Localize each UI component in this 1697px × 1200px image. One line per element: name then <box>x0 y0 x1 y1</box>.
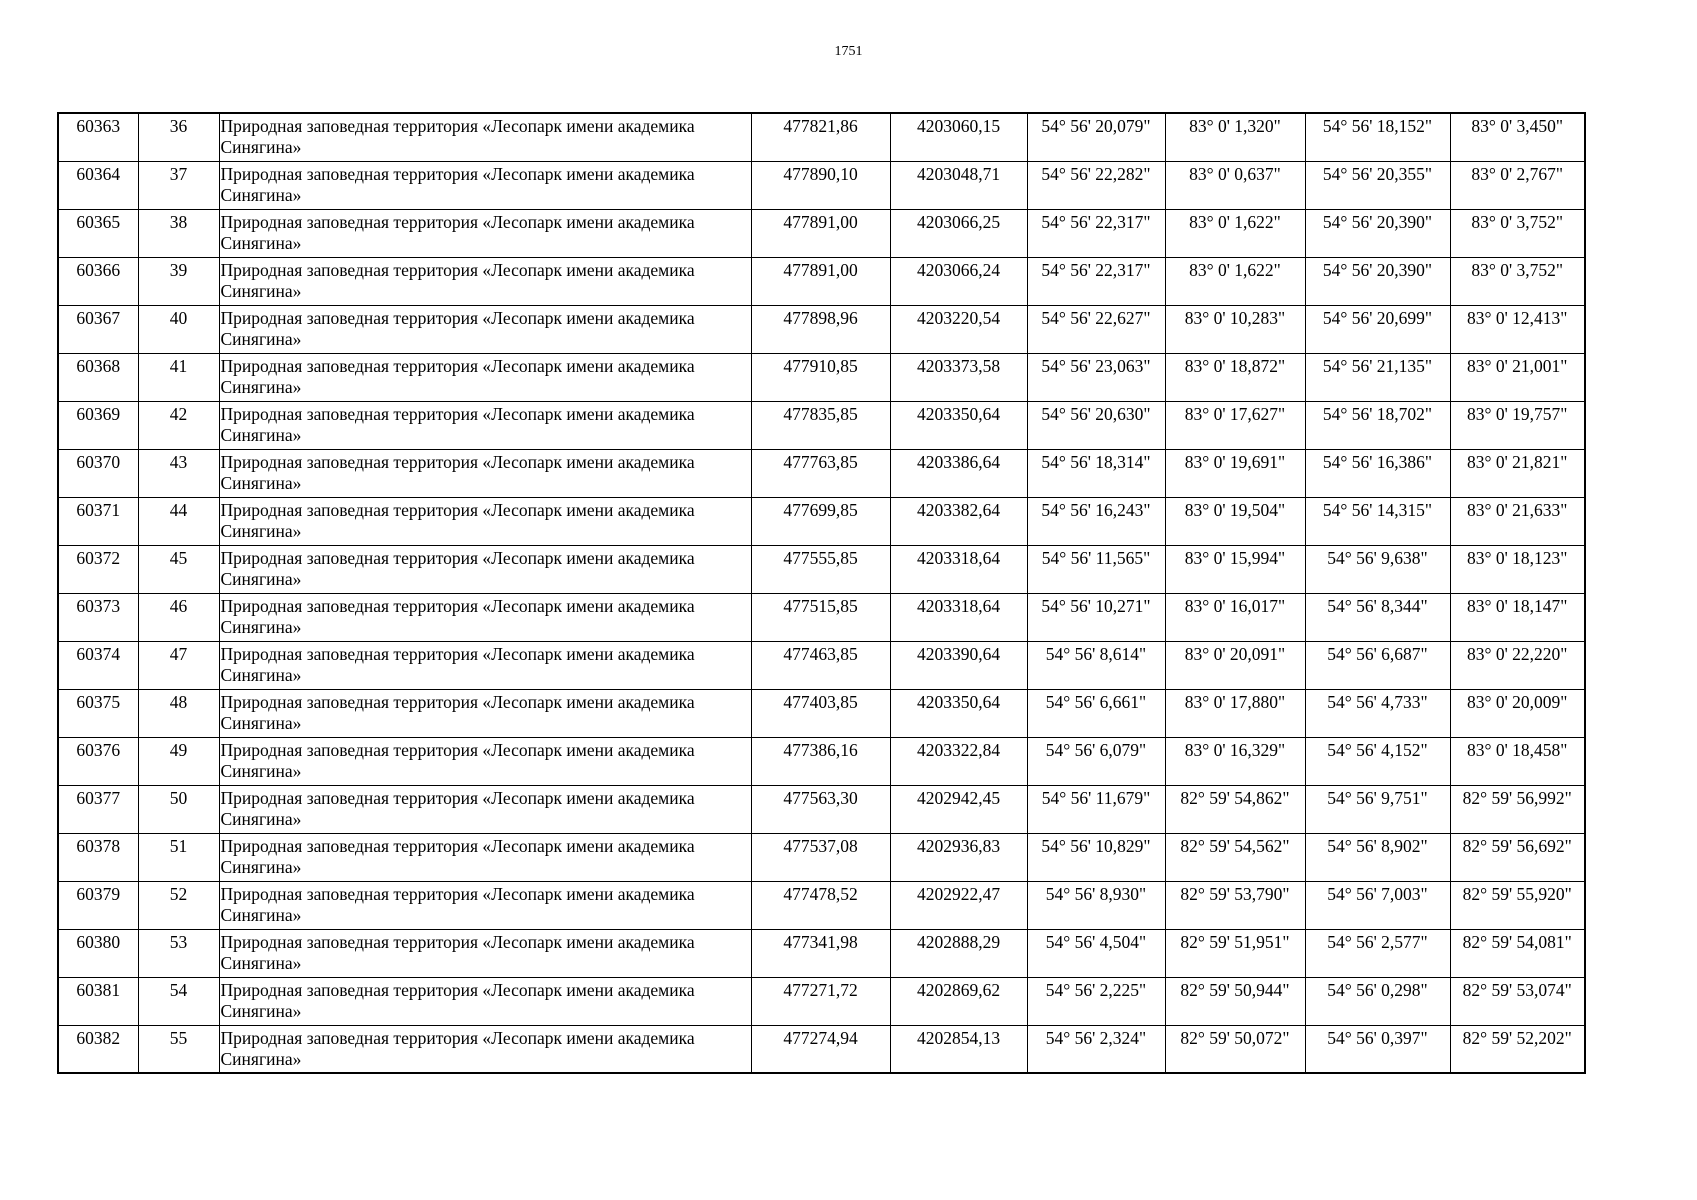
x-coordinate-cell: 477699,85 <box>751 497 890 545</box>
longitude-1-cell: 83° 0' 20,091" <box>1165 641 1305 689</box>
point-number-cell: 55 <box>138 1025 219 1073</box>
point-number-cell: 50 <box>138 785 219 833</box>
point-number-cell: 53 <box>138 929 219 977</box>
x-coordinate-cell: 477835,85 <box>751 401 890 449</box>
y-coordinate-cell: 4202936,83 <box>890 833 1027 881</box>
longitude-1-cell: 82° 59' 50,072" <box>1165 1025 1305 1073</box>
x-coordinate-cell: 477891,00 <box>751 209 890 257</box>
table-row <box>58 113 1585 161</box>
longitude-2-cell: 83° 0' 3,450" <box>1450 113 1585 161</box>
longitude-1-cell: 82° 59' 54,562" <box>1165 833 1305 881</box>
x-coordinate-cell: 477763,85 <box>751 449 890 497</box>
latitude-2-cell: 54° 56' 14,315" <box>1305 497 1450 545</box>
record-id-cell: 60382 <box>58 1025 138 1073</box>
longitude-1-cell: 83° 0' 10,283" <box>1165 305 1305 353</box>
latitude-1-cell: 54° 56' 20,079" <box>1027 113 1165 161</box>
table-row <box>58 257 1585 305</box>
table-row <box>58 785 1585 833</box>
record-id-cell: 60375 <box>58 689 138 737</box>
territory-name-cell: Природная заповедная территория «Лесопарк имени академика Синягина» <box>219 113 751 161</box>
latitude-2-cell: 54° 56' 8,344" <box>1305 593 1450 641</box>
point-number-cell: 41 <box>138 353 219 401</box>
x-coordinate-cell: 477890,10 <box>751 161 890 209</box>
territory-name-cell: Природная заповедная территория «Лесопарк имени академика Синягина» <box>219 737 751 785</box>
latitude-1-cell: 54° 56' 10,271" <box>1027 593 1165 641</box>
x-coordinate-cell: 477537,08 <box>751 833 890 881</box>
latitude-1-cell: 54° 56' 20,630" <box>1027 401 1165 449</box>
latitude-2-cell: 54° 56' 20,355" <box>1305 161 1450 209</box>
y-coordinate-cell: 4202942,45 <box>890 785 1027 833</box>
longitude-2-cell: 83° 0' 3,752" <box>1450 209 1585 257</box>
latitude-2-cell: 54° 56' 4,152" <box>1305 737 1450 785</box>
territory-name-cell: Природная заповедная территория «Лесопарк имени академика Синягина» <box>219 929 751 977</box>
table-row <box>58 641 1585 689</box>
territory-name-cell: Природная заповедная территория «Лесопарк имени академика Синягина» <box>219 161 751 209</box>
table-row <box>58 497 1585 545</box>
point-number-cell: 37 <box>138 161 219 209</box>
y-coordinate-cell: 4203318,64 <box>890 593 1027 641</box>
latitude-1-cell: 54° 56' 10,829" <box>1027 833 1165 881</box>
latitude-1-cell: 54° 56' 4,504" <box>1027 929 1165 977</box>
latitude-1-cell: 54° 56' 2,324" <box>1027 1025 1165 1073</box>
x-coordinate-cell: 477821,86 <box>751 113 890 161</box>
longitude-2-cell: 83° 0' 19,757" <box>1450 401 1585 449</box>
y-coordinate-cell: 4202854,13 <box>890 1025 1027 1073</box>
latitude-2-cell: 54° 56' 16,386" <box>1305 449 1450 497</box>
latitude-2-cell: 54° 56' 9,638" <box>1305 545 1450 593</box>
table-row <box>58 401 1585 449</box>
latitude-1-cell: 54° 56' 8,614" <box>1027 641 1165 689</box>
longitude-1-cell: 82° 59' 50,944" <box>1165 977 1305 1025</box>
longitude-2-cell: 83° 0' 18,123" <box>1450 545 1585 593</box>
coordinates-table <box>57 112 1586 1074</box>
table-row <box>58 929 1585 977</box>
point-number-cell: 38 <box>138 209 219 257</box>
longitude-1-cell: 82° 59' 53,790" <box>1165 881 1305 929</box>
latitude-2-cell: 54° 56' 20,390" <box>1305 257 1450 305</box>
table-row <box>58 449 1585 497</box>
record-id-cell: 60371 <box>58 497 138 545</box>
point-number-cell: 54 <box>138 977 219 1025</box>
x-coordinate-cell: 477271,72 <box>751 977 890 1025</box>
territory-name-cell: Природная заповедная территория «Лесопарк имени академика Синягина» <box>219 689 751 737</box>
table-row <box>58 209 1585 257</box>
point-number-cell: 36 <box>138 113 219 161</box>
point-number-cell: 46 <box>138 593 219 641</box>
longitude-1-cell: 83° 0' 19,691" <box>1165 449 1305 497</box>
point-number-cell: 51 <box>138 833 219 881</box>
territory-name-cell: Природная заповедная территория «Лесопарк имени академика Синягина» <box>219 785 751 833</box>
longitude-2-cell: 82° 59' 56,692" <box>1450 833 1585 881</box>
table-row <box>58 881 1585 929</box>
y-coordinate-cell: 4203390,64 <box>890 641 1027 689</box>
y-coordinate-cell: 4202888,29 <box>890 929 1027 977</box>
territory-name-cell: Природная заповедная территория «Лесопарк имени академика Синягина» <box>219 641 751 689</box>
record-id-cell: 60376 <box>58 737 138 785</box>
record-id-cell: 60370 <box>58 449 138 497</box>
longitude-1-cell: 82° 59' 51,951" <box>1165 929 1305 977</box>
territory-name-cell: Природная заповедная территория «Лесопарк имени академика Синягина» <box>219 497 751 545</box>
record-id-cell: 60380 <box>58 929 138 977</box>
point-number-cell: 42 <box>138 401 219 449</box>
point-number-cell: 44 <box>138 497 219 545</box>
latitude-1-cell: 54° 56' 2,225" <box>1027 977 1165 1025</box>
record-id-cell: 60367 <box>58 305 138 353</box>
point-number-cell: 49 <box>138 737 219 785</box>
table-row <box>58 689 1585 737</box>
record-id-cell: 60377 <box>58 785 138 833</box>
y-coordinate-cell: 4203350,64 <box>890 401 1027 449</box>
latitude-1-cell: 54° 56' 18,314" <box>1027 449 1165 497</box>
y-coordinate-cell: 4203060,15 <box>890 113 1027 161</box>
table-row <box>58 1025 1585 1073</box>
territory-name-cell: Природная заповедная территория «Лесопарк имени академика Синягина» <box>219 833 751 881</box>
point-number-cell: 40 <box>138 305 219 353</box>
record-id-cell: 60363 <box>58 113 138 161</box>
longitude-1-cell: 83° 0' 16,017" <box>1165 593 1305 641</box>
territory-name-cell: Природная заповедная территория «Лесопарк имени академика Синягина» <box>219 881 751 929</box>
latitude-2-cell: 54° 56' 20,699" <box>1305 305 1450 353</box>
latitude-1-cell: 54° 56' 22,282" <box>1027 161 1165 209</box>
longitude-2-cell: 83° 0' 18,458" <box>1450 737 1585 785</box>
latitude-1-cell: 54° 56' 22,317" <box>1027 257 1165 305</box>
record-id-cell: 60381 <box>58 977 138 1025</box>
x-coordinate-cell: 477463,85 <box>751 641 890 689</box>
longitude-1-cell: 83° 0' 16,329" <box>1165 737 1305 785</box>
longitude-1-cell: 82° 59' 54,862" <box>1165 785 1305 833</box>
record-id-cell: 60378 <box>58 833 138 881</box>
x-coordinate-cell: 477478,52 <box>751 881 890 929</box>
y-coordinate-cell: 4203382,64 <box>890 497 1027 545</box>
record-id-cell: 60365 <box>58 209 138 257</box>
longitude-2-cell: 83° 0' 2,767" <box>1450 161 1585 209</box>
y-coordinate-cell: 4203350,64 <box>890 689 1027 737</box>
record-id-cell: 60374 <box>58 641 138 689</box>
table-body <box>58 113 1585 1073</box>
longitude-2-cell: 83° 0' 21,821" <box>1450 449 1585 497</box>
latitude-2-cell: 54° 56' 4,733" <box>1305 689 1450 737</box>
territory-name-cell: Природная заповедная территория «Лесопарк имени академика Синягина» <box>219 593 751 641</box>
table-row <box>58 833 1585 881</box>
record-id-cell: 60368 <box>58 353 138 401</box>
latitude-2-cell: 54° 56' 18,152" <box>1305 113 1450 161</box>
y-coordinate-cell: 4203066,25 <box>890 209 1027 257</box>
x-coordinate-cell: 477274,94 <box>751 1025 890 1073</box>
table-row <box>58 305 1585 353</box>
longitude-1-cell: 83° 0' 1,622" <box>1165 257 1305 305</box>
table-row <box>58 977 1585 1025</box>
longitude-2-cell: 83° 0' 21,001" <box>1450 353 1585 401</box>
x-coordinate-cell: 477891,00 <box>751 257 890 305</box>
longitude-1-cell: 83° 0' 15,994" <box>1165 545 1305 593</box>
y-coordinate-cell: 4203066,24 <box>890 257 1027 305</box>
table-row <box>58 593 1585 641</box>
longitude-1-cell: 83° 0' 17,880" <box>1165 689 1305 737</box>
point-number-cell: 48 <box>138 689 219 737</box>
x-coordinate-cell: 477555,85 <box>751 545 890 593</box>
longitude-2-cell: 82° 59' 54,081" <box>1450 929 1585 977</box>
latitude-1-cell: 54° 56' 6,661" <box>1027 689 1165 737</box>
longitude-2-cell: 83° 0' 21,633" <box>1450 497 1585 545</box>
y-coordinate-cell: 4203048,71 <box>890 161 1027 209</box>
x-coordinate-cell: 477563,30 <box>751 785 890 833</box>
latitude-1-cell: 54° 56' 8,930" <box>1027 881 1165 929</box>
longitude-1-cell: 83° 0' 1,320" <box>1165 113 1305 161</box>
longitude-1-cell: 83° 0' 0,637" <box>1165 161 1305 209</box>
territory-name-cell: Природная заповедная территория «Лесопарк имени академика Синягина» <box>219 977 751 1025</box>
latitude-2-cell: 54° 56' 7,003" <box>1305 881 1450 929</box>
latitude-2-cell: 54° 56' 18,702" <box>1305 401 1450 449</box>
point-number-cell: 45 <box>138 545 219 593</box>
latitude-1-cell: 54° 56' 22,627" <box>1027 305 1165 353</box>
point-number-cell: 47 <box>138 641 219 689</box>
table-row <box>58 737 1585 785</box>
latitude-1-cell: 54° 56' 23,063" <box>1027 353 1165 401</box>
latitude-2-cell: 54° 56' 20,390" <box>1305 209 1450 257</box>
latitude-2-cell: 54° 56' 0,298" <box>1305 977 1450 1025</box>
point-number-cell: 43 <box>138 449 219 497</box>
x-coordinate-cell: 477386,16 <box>751 737 890 785</box>
point-number-cell: 39 <box>138 257 219 305</box>
latitude-1-cell: 54° 56' 22,317" <box>1027 209 1165 257</box>
latitude-2-cell: 54° 56' 2,577" <box>1305 929 1450 977</box>
x-coordinate-cell: 477910,85 <box>751 353 890 401</box>
record-id-cell: 60369 <box>58 401 138 449</box>
record-id-cell: 60364 <box>58 161 138 209</box>
latitude-1-cell: 54° 56' 6,079" <box>1027 737 1165 785</box>
latitude-2-cell: 54° 56' 9,751" <box>1305 785 1450 833</box>
latitude-1-cell: 54° 56' 16,243" <box>1027 497 1165 545</box>
record-id-cell: 60373 <box>58 593 138 641</box>
latitude-2-cell: 54° 56' 8,902" <box>1305 833 1450 881</box>
longitude-2-cell: 83° 0' 20,009" <box>1450 689 1585 737</box>
page-number: 1751 <box>834 44 863 59</box>
record-id-cell: 60372 <box>58 545 138 593</box>
table-row <box>58 545 1585 593</box>
longitude-2-cell: 82° 59' 55,920" <box>1450 881 1585 929</box>
territory-name-cell: Природная заповедная территория «Лесопарк имени академика Синягина» <box>219 401 751 449</box>
longitude-2-cell: 83° 0' 22,220" <box>1450 641 1585 689</box>
table-row <box>58 353 1585 401</box>
latitude-2-cell: 54° 56' 0,397" <box>1305 1025 1450 1073</box>
longitude-1-cell: 83° 0' 18,872" <box>1165 353 1305 401</box>
longitude-1-cell: 83° 0' 19,504" <box>1165 497 1305 545</box>
territory-name-cell: Природная заповедная территория «Лесопарк имени академика Синягина» <box>219 305 751 353</box>
longitude-2-cell: 83° 0' 12,413" <box>1450 305 1585 353</box>
x-coordinate-cell: 477898,96 <box>751 305 890 353</box>
y-coordinate-cell: 4203220,54 <box>890 305 1027 353</box>
record-id-cell: 60366 <box>58 257 138 305</box>
y-coordinate-cell: 4203322,84 <box>890 737 1027 785</box>
territory-name-cell: Природная заповедная территория «Лесопарк имени академика Синягина» <box>219 209 751 257</box>
table-row <box>58 161 1585 209</box>
latitude-2-cell: 54° 56' 21,135" <box>1305 353 1450 401</box>
x-coordinate-cell: 477341,98 <box>751 929 890 977</box>
x-coordinate-cell: 477403,85 <box>751 689 890 737</box>
longitude-1-cell: 83° 0' 17,627" <box>1165 401 1305 449</box>
latitude-1-cell: 54° 56' 11,565" <box>1027 545 1165 593</box>
territory-name-cell: Природная заповедная территория «Лесопарк имени академика Синягина» <box>219 1025 751 1073</box>
y-coordinate-cell: 4202869,62 <box>890 977 1027 1025</box>
y-coordinate-cell: 4203386,64 <box>890 449 1027 497</box>
longitude-2-cell: 82° 59' 53,074" <box>1450 977 1585 1025</box>
longitude-2-cell: 82° 59' 56,992" <box>1450 785 1585 833</box>
latitude-1-cell: 54° 56' 11,679" <box>1027 785 1165 833</box>
point-number-cell: 52 <box>138 881 219 929</box>
longitude-2-cell: 82° 59' 52,202" <box>1450 1025 1585 1073</box>
territory-name-cell: Природная заповедная территория «Лесопарк имени академика Синягина» <box>219 257 751 305</box>
y-coordinate-cell: 4203318,64 <box>890 545 1027 593</box>
territory-name-cell: Природная заповедная территория «Лесопарк имени академика Синягина» <box>219 353 751 401</box>
y-coordinate-cell: 4203373,58 <box>890 353 1027 401</box>
y-coordinate-cell: 4202922,47 <box>890 881 1027 929</box>
record-id-cell: 60379 <box>58 881 138 929</box>
longitude-2-cell: 83° 0' 18,147" <box>1450 593 1585 641</box>
territory-name-cell: Природная заповедная территория «Лесопарк имени академика Синягина» <box>219 449 751 497</box>
x-coordinate-cell: 477515,85 <box>751 593 890 641</box>
longitude-2-cell: 83° 0' 3,752" <box>1450 257 1585 305</box>
territory-name-cell: Природная заповедная территория «Лесопарк имени академика Синягина» <box>219 545 751 593</box>
longitude-1-cell: 83° 0' 1,622" <box>1165 209 1305 257</box>
latitude-2-cell: 54° 56' 6,687" <box>1305 641 1450 689</box>
